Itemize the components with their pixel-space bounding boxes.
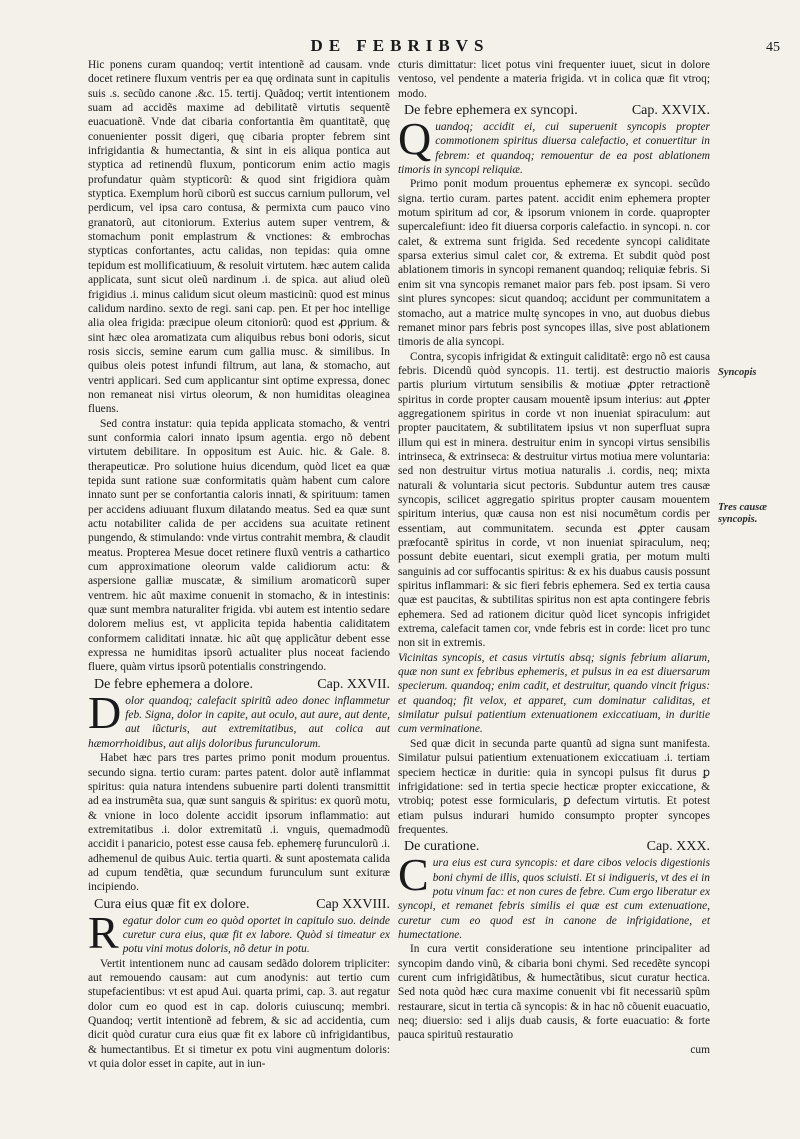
chapter-summary xyxy=(88,906,390,958)
chapter-title: De febre ephemera a dolore. xyxy=(94,676,253,692)
summary-text: Vicinitas syncopis, et casus virtutis absq; signis febrium aliarum, quæ non sunt ex febribus ephemeris, et pulsus in ea est diuersarum specierum. quandoq; enim cadit, et destruitur, quando vincit frigus: et quandoq; fit velox, et apparet, cum dominatur caliditas, et similatur pulsui patientium extenuationem exiccatiuam, in duritie cum verminatione. xyxy=(398,651,710,736)
paragraph: In cura vertit consideratione seu intentione principaliter ad syncopim dando vinũ, & cibaria boni chymi. Sed recedẽte syncopi curent cum infrigidãtibus, & humectãtibus, sicut curatur hectica. Sed nota quòd hæc cura maxime conuenit vbi fit necessariũ spũm restaurare, sicut in tertia cã syncopis: & in hac nõ cõuenit euacuatio, neq; diuersio: sed i alijs duab causis, & forte euacuatio: & forte pauca spirituũ restauratio xyxy=(398,943,710,1042)
chapter-title: De febre ephemera ex syncopi. xyxy=(404,103,578,119)
drop-cap: R xyxy=(88,906,119,958)
chapter-title: De curatione. xyxy=(404,839,480,855)
drop-cap: D xyxy=(88,686,122,738)
running-head: DE FEBRIBVS xyxy=(310,36,490,55)
chapter-title: Cura eius quæ fit ex dolore. xyxy=(94,896,250,912)
page-number: 45 xyxy=(766,40,780,55)
chapter-number: Cap. XXVIX. xyxy=(631,103,710,119)
paragraph: Primo ponit modum prouentus ephemeræ ex syncopi. secũdo signa. tertio curam. partes patent. accidit enim ephemera propter motum spiritum ad cor, & ipsorum vnionem in corde. quapropter supercalefiunt: ideo fit diuersa corporis calefactio. in syncopi. n. cor calet, & extrema sunt frigida. Sed recedente syncopi caliditate sparsa exterius simul calet cor, & extrema. Et subdit quòd post ablationem timoris in syncopi remanent quandoq; reliquiæ febris. Si enim sit vna syncopis remanet maior pars feb. post ipsam. Si vero sint plures syncopes: sicut quandoq; accidunt per communitatem a stomacho, aut a matrice multę syncopes in vno, aut duobus diebus remanet minor pars febris post syncopes illas, sive post ablationem timoris de alia syncopi. xyxy=(398,178,710,349)
summary-text: uandoq; accidit ei, cui superuenit syncopis propter commotionem spiritus diuersa calefactio, et conuertitur in febrem: et quandoq; remouentur de ea post ablationem timoris in syncopi reliquiæ. xyxy=(398,121,710,177)
left-column xyxy=(88,58,390,1071)
summary-text: ura eius est cura syncopis: et dare cibos velocis digestionis boni chymi de illis, quos sciuisti. Et si indigueris, vt des ei in potu vinum fac: et non cures de febre. Cum ergo liberatur ex syncopi, et remanet febris similis ei quæ est cum extenuatione, curetur cum eo quod est in canone de infrigidatione, et humectatione. xyxy=(398,857,710,941)
chapter-heading xyxy=(88,676,390,693)
paragraph: Sed quæ dicit in secunda parte quantũ ad signa sunt manifesta. Similatur pulsui patientium extenuationem exiccatiuam .i. tertiam speciem hecticæ in duritie: quia in syncopi pulsus fit durus ꝑ infrigidatione: sed in tertia specie hecticæ propter exiccatione, & vtrobiq; potest esse formicularis, ꝑ defectum virtutis. Et potest etiam pulsus indurari humido consumpto propter syncopes frequentes. xyxy=(398,737,710,836)
paragraph: Habet hæc pars tres partes primo ponit modum prouentus. secundo signa. tertio curam: partes patent. dolor autẽ inflammat spiritus: quia natura intendens subuenire parti dolenti transmittit ad ea instrumẽta sua, quæ sunt sanguis & spiritus: ex quorũ motu, & vnione in loco dolente accidit ipsorum inflammatio: aut extremitatibus .i. dolor extremitatũ .i. vnguis, quemadmodũ accidit i panaricio, potest esse causa feb. ephemerę furunculorũ .i. adhemenul de quibus Auic. tertia quarti. & sunt apostemata calida ad cupum tendẽtia, quæ secundum furunculum sunt exituræ incipiendo. xyxy=(88,752,390,894)
paragraph: Sed contra instatur: quia tepida applicata stomacho, & ventri sunt conformia calori innato ipsum agentia. ergo nõ debent virtutem debilitare. In oppositum est Auic. hic. & Gale. 8. therapeuticæ. Pro solutione huius dicendum, quòd licet ea quæ tepida sunt ratione suæ conformitatis quàm habent cum calore innato sunt per se confortantia caloris innati, & spirituum: tamen per accidens adiuuant fluxum dilatando meatus. Sed ea quæ sunt actu notabiliter calida de per accidens sua acuitate retinent pungendo, & stimulando: vnde virtus contrahit membra, & claudit meatus. Propterea Mesue docet retinere fluxũ ventris a cathartico cum approximatione oleorum valde calidiorum actu: & aspersione galliæ muscatæ, & similium aromaticorũ super ventrem. hic aũt maxime conuenit in stomacho, & in intestinis: quæ sunt membra naturaliter frigida. vbi autem est intentio sedare dolorem melius est, vt applicita tepida habentia caliditatem conformem caliditati innatæ. hic aũt quę applicãtur debent esse expressa ne humiditas ipsorũ actualiter plus noceat faciendo fluere, quàm virtus ipsorũ potentialis constringendo. xyxy=(88,417,390,674)
chapter-heading xyxy=(398,102,710,119)
paragraph: Vertit intentionem nunc ad causam sedãdo dolorem tripliciter: aut remouendo causam: aut cum anodynis: aut tertio cum stupefacientibus: vt est apud Aui. quarta primi, cap. 3. aut regatur dolor cum eo quod est in cap. doloris cuiuscunq; membri. Quandoq; vertit intentionẽ ad febrem, & sic ad accidentia, cum dicit quòd curatur cura eius quæ fit ex labore cũ infrigidantibus, & humectantibus. Et si timetur ex potu vini augmentum doloris: vt quia dolor esset in capite, aut in iun- xyxy=(88,957,390,1071)
chapter-number: Cap. XXVII. xyxy=(317,676,390,692)
chapter-summary xyxy=(398,849,710,942)
chapter-summary xyxy=(88,686,390,751)
paragraph: Contra, sycopis infrigidat & extinguit caliditatẽ: ergo nõ est causa febris. Dicendũ quòd syncopis. 11. tertij. est destructio maioris partis plurium virtutum sensibilis & motiuæ ꝓpter retractionẽ spiritus in corde propter causam mouentẽ ipsum interius: aut ꝓpter aggregationem spiritus in corde vt non inueniat spiraculum: aut propter paucitatem, & subtilitatem ipsius vt non superfluat supra illum qui est in minera. destruitur enim in syncopi virtus sensibilis intrinseca, & extrinseca: & destruitur virtus motiua mere voluntaria: sed non destruitur virtus motiua naturalis .i. cordis, neq; mixta naturali & voluntaria sicut pectoris. Subduntur autem tres causæ syncopis, scilicet aggregatio spiritus propter causam mouentem spiritum interius, quæ causa non est nisi nocumẽtum cordis per essentiam, aut communitatem. secunda est ꝓpter causam præfocantẽ spiritus in corde, vt non inueniat spiraculum, neq; possunt debite euentari, sicut exempli gratia, per motum multi sanguinis ad cor suffocantis spiritus: & ex his duabus causis possunt spiritus inflammari: & sic fieri febris ephemera. Sed ex tertia causa quæ est paucitas, & subtilitas spiritus non est apta contingere febris ephemera. Sed ad rationem dicitur quòd licet syncopis infrigidet extrema, calefacit tamen cor, vnde febris est in corde: licet pro tunc non sit in extremis. xyxy=(398,350,710,650)
paragraph: Hic ponens curam quandoq; vertit intentionẽ ad causam. vnde docet retinere fluxum ventris per ea quę ordinata sunt in capitulis suis .s. secũdo canone .&c. 15. tertij. Quãdoq; vertit intentionem suam ad accidẽs maxime ad debilitatẽ virtutis sequentẽ euacuationẽ. Vnde dat cibaria confortantia ẽm quantitatẽ, quę conuenienter possit digeri, quę cibaria propter febrem sint infrigidantia & humectantia, & sint in eis aliqua pontica aut styptica ad retinendũ fluxum, ponticorum enim actio magis profundatur quàm stypticorũ: & quod sint frigidiora quàm styptica. Exemplum horũ ciborũ est succus carnium pullorum, vel perdicum, vel ipsa caro contusa, & permixta cum pauco vino granatorũ, aut citoniorum. Exterius autem super ventrem, & stomachum ponit emplastrum & vnctiones: & embrochas stypticas confortantes, actu calidas, non tepidas: quia omne tepidum est mollificatiuum, & resoluit virtutem. hæc autem calida applicata, sunt sicut oleũ nardinum .i. de spica. aut aliud oleũ frigidius .i. minus calidum sicut oleum masticinũ: quod est minus calidum nardino. sexto de regi. sani cap. pen. Et per hoc intellige alia olea frigida: præcipue oleum citoniorũ: quod est ꝓprium. & sint hæc olea aromatizata cum aliquibus rebus boni odoris, sicut rosis siccis, semine earum cum gallia musc. & similibus. In quibus oleis potest infundi filtrum, aut lana, & stomacho, aut ventri applicari. Sed cum applicantur sint optime expressa, donec non remaneat nisi virtus oleorum, & non humiditas oleaginea fluens. xyxy=(88,59,390,416)
right-column xyxy=(398,58,710,1057)
chapter-heading xyxy=(88,896,390,913)
summary-text: egatur dolor cum eo quòd oportet in capitulo suo. deinde curetur cura eius, quæ fit ex labore. Quòd si timeatur ex potu vini motus doloris, nõ detur in potu. xyxy=(122,914,390,956)
chapter-summary xyxy=(398,113,710,177)
catchword: cum xyxy=(690,1043,710,1056)
chapter-heading xyxy=(398,838,710,855)
drop-cap: C xyxy=(398,849,429,901)
summary-text: olor quandoq; calefacit spiritũ adeo donec inflammetur feb. Signa, dolor in capite, aut oculo, aut aure, aut dente, aut iũcturis, aut extremitatibus, aut colica aut hæmorrhoidibus, aut alijs doloribus furunculorum. xyxy=(88,694,390,750)
margin-note-tres-causae: Tres causæ syncopis. xyxy=(718,502,767,525)
drop-cap: Q xyxy=(398,113,432,165)
paragraph: cturis dimittatur: licet potus vini frequenter iuuet, sicut in dolore ventoso, vel pendente a materia frigida. vt in colica quæ fit vtroq; modo. xyxy=(398,59,710,100)
chapter-number: Cap. XXX. xyxy=(646,839,710,855)
chapter-number: Cap XXVIII. xyxy=(316,896,390,912)
margin-note-syncopis: Syncopis xyxy=(718,367,757,378)
